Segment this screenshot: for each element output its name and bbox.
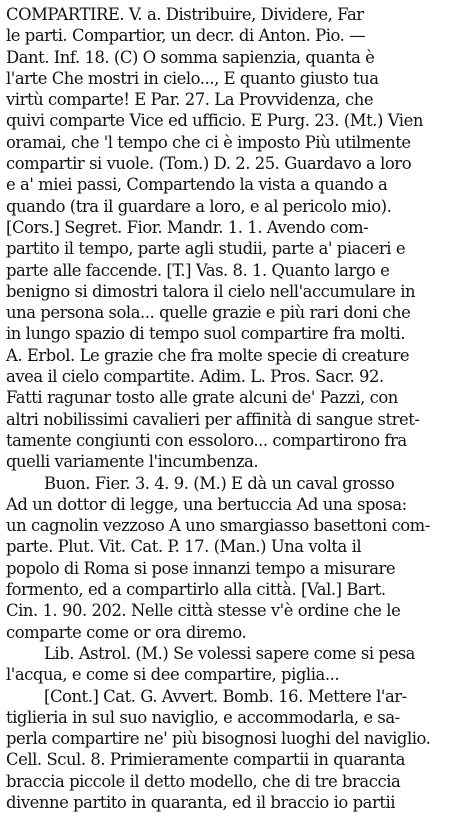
entry-line: parte alle faccende. [T.] Vas. 8. 1. Quanto largo e — [6, 260, 390, 280]
entry-line: parte. Plut. Vit. Cat. P. 17. (Man.) Una volta il — [6, 537, 362, 557]
entry-line: partito il tempo, parte agli studii, parte a' piaceri e — [6, 239, 406, 259]
entry-line: [Cont.] Cat. G. Avvert. Bomb. 16. Mettere l'ar- — [44, 686, 407, 706]
dictionary-entry-compartire — [6, 4, 465, 813]
entry-line: Buon. Fier. 3. 4. 9. (M.) E dà un caval grosso — [44, 473, 395, 493]
entry-line: perla compartire ne' più bisognosi luoghi del naviglio. — [6, 729, 431, 749]
entry-line: e a' miei passi, Compartendo la vista a quando a — [6, 175, 388, 195]
entry-line: [Cors.] Segret. Fior. Mandr. 1. 1. Avendo com- — [6, 217, 369, 237]
entry-line: Lib. Astrol. (M.) Se volessi sapere come si pesa — [44, 643, 415, 663]
entry-line: Cell. Scul. 8. Primieramente compartii in quaranta — [6, 750, 405, 770]
entry-line: popolo di Roma si pose innanzi tempo a misurare — [6, 558, 396, 578]
entry-line: Fatti ragunar tosto alle grate alcuni de' Pazzi, con — [6, 388, 398, 408]
entry-line: A. Erbol. Le grazie che fra molte specie di creature — [6, 345, 410, 365]
entry-line: formento, ed a compartirlo alla città. [Val.] Bart. — [6, 580, 386, 600]
entry-line: divenne partito in quaranta, ed il braccio io partii — [6, 792, 396, 812]
entry-line: benigno si dimostri talora il cielo nell'accumulare in — [6, 281, 416, 301]
entry-line: Dant. Inf. 18. (C) O somma sapienzia, quanta è — [6, 47, 375, 67]
entry-line: tiglieria in sul suo naviglio, e accommodarla, e sa- — [6, 707, 400, 727]
entry-line: avea il cielo compartite. Adim. L. Pros. Sacr. 92. — [6, 367, 384, 387]
entry-line: Ad un dottor di legge, una bertuccia Ad una sposa: — [6, 494, 407, 514]
entry-line: una persona sola... quelle grazie e più rari doni che — [6, 303, 411, 323]
entry-line: Cin. 1. 90. 202. Nelle città stesse v'è ordine che le — [6, 601, 401, 621]
entry-line: un cagnolin vezzoso A uno smargiasso basettoni com- — [6, 516, 430, 536]
entry-line: virtù comparte! E Par. 27. La Provvidenza, che — [6, 90, 374, 110]
entry-line: l'acqua, e come si dee compartire, piglia... — [6, 665, 340, 685]
entry-line: le parti. Compartior, un decr. di Anton. Pio. — — [6, 26, 366, 46]
entry-line: tamente congiunti con essoloro... compartirono fra — [6, 430, 407, 450]
entry-line: quivi comparte Vice ed ufficio. E Purg. 23. (Mt.) Vien — [6, 111, 423, 131]
entry-line: compartir si vuole. (Tom.) D. 2. 25. Guardavo a loro — [6, 154, 412, 174]
entry-line: oramai, che 'l tempo che ci è imposto Più utilmente — [6, 132, 411, 152]
entry-line: braccia piccole il detto modello, che di tre braccia — [6, 771, 401, 791]
entry-line: comparte come or ora diremo. — [6, 622, 247, 642]
entry-line: quando (tra il guardare a loro, e al pericolo mio). — [6, 196, 392, 216]
entry-line: l'arte Che mostri in cielo..., E quanto giusto tua — [6, 68, 379, 88]
entry-line: COMPARTIRE. V. a. Distribuire, Dividere, Far — [6, 5, 364, 24]
entry-line: in lungo spazio di tempo suol compartire fra molti. — [6, 324, 406, 344]
entry-line: quelli variamente l'incumbenza. — [6, 452, 259, 472]
entry-line: altri nobilissimi cavalieri per affinità di sangue stret- — [6, 409, 420, 429]
